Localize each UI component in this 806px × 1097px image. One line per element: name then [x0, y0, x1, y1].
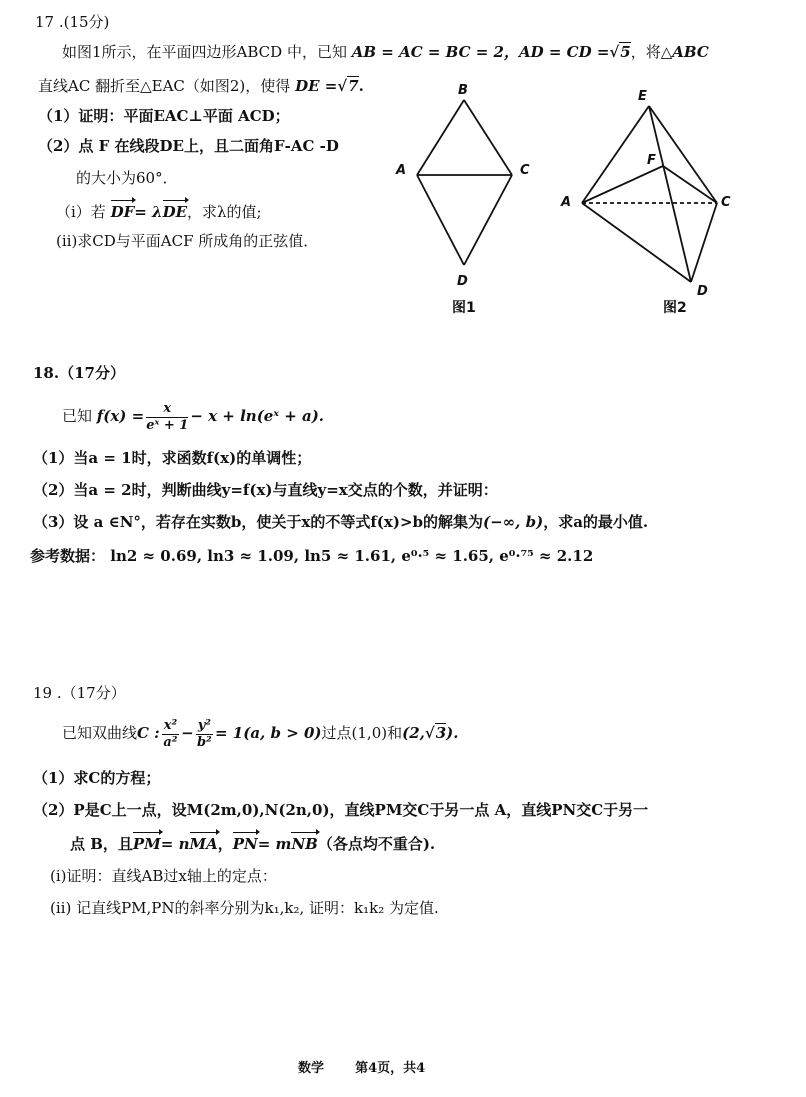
q19-minus: −: [181, 724, 194, 742]
q19-header: 19 .（17分）: [33, 684, 126, 702]
q17-intro-b: ，将: [630, 43, 661, 61]
q18-function: [62, 398, 324, 434]
figure-1: [390, 78, 540, 318]
q19-hyperbola: 已知双曲线C : $\frac{\text{x²}}{\text{a²}}$ − $\frac{\text{y²}}{\text{b²}}$ = 1(a, b > 0)过点(1,0)和(2,√3).: [62, 717, 459, 750]
q19-part2: （2）P是C上一点，设M(2m,0),N(2n,0)，直线PM交C于另一点 A，直线PN交C于另一: [33, 801, 649, 819]
q19-eq-m: = m: [257, 835, 292, 853]
q19-part2-i: (ⅰ)证明：直线AB过x轴上的定点：: [50, 867, 277, 885]
q19-part2-cont: [70, 834, 435, 854]
q17-part2-i: [56, 202, 262, 222]
q19-point2-end: ).: [446, 724, 459, 742]
q19-c-lhs: C :: [137, 724, 160, 742]
q18-reference: [30, 546, 593, 566]
q19-eq-n: = n: [160, 835, 190, 853]
q18-part1: （1）当a = 1时，求函数f(x)的单调性；: [33, 449, 312, 467]
q17-fold-text: 直线AC 翻折至△EAC（如图2)，使得: [38, 77, 291, 95]
q19-c-rhs: = 1(a, b > 0): [215, 724, 322, 742]
q17-part2: （2）点 F 在线段DE上，且二面角F‑AC ‑D: [38, 137, 339, 155]
q19-point2: (2,: [402, 724, 425, 742]
fig2-label-e: E: [638, 89, 647, 104]
q18-given: 已知: [62, 407, 93, 425]
q18-part2: （2）当a = 2时，判断曲线y=f(x)与直线y=x交点的个数，并证明：: [33, 481, 498, 499]
q17-part2-ii: (ⅱ)求CD与平面ACF 所成角的正弦值．: [56, 232, 319, 250]
q18-ref-data: ln2 ≈ 0.69, ln3 ≈ 1.09, ln5 ≈ 1.61, e⁰·⁵ ≈ 1.65, e⁰·⁷⁵ ≈ 2.12: [110, 547, 594, 565]
q17-header: 17 .(15分): [35, 13, 110, 31]
q19-part2-ii: (ⅱ) 记直线PM,PN的斜率分别为k₁,k₂, 证明：k₁k₂ 为定值.: [50, 899, 439, 917]
q17-sqrt5: 5: [620, 43, 631, 61]
q18-f-den: eˣ + 1: [146, 417, 189, 433]
q19-y-num: y²: [197, 717, 211, 733]
footer-page: 第4页，共4: [355, 1061, 426, 1076]
figure-2: [555, 82, 745, 322]
q19-vec-nb: NB: [291, 835, 318, 853]
q17-part2-i-ask: ，求λ的值;: [187, 203, 262, 221]
q19-y-den: b²: [196, 734, 212, 750]
fig1-label-b: B: [458, 83, 468, 98]
q18-header: 18.（17分）: [33, 364, 125, 382]
fig2-caption: 图2: [663, 300, 687, 316]
q18-part3: [33, 512, 648, 532]
q17-vec-df: DF: [110, 203, 135, 221]
fig1-label-c: C: [520, 163, 530, 178]
fig2-label-a: A: [561, 195, 572, 210]
fig1-label-d: D: [457, 274, 468, 289]
q17-intro: 如图1所示，在平面四边形ABCD 中，已知 AB = AC = BC = 2，AD = CD =√5，将△ABC: [62, 43, 709, 61]
q17-part2-i-label: （ⅰ）若: [56, 203, 106, 221]
fig1-label-a: A: [396, 163, 407, 178]
footer-subject: 数学: [298, 1061, 325, 1076]
q18-f-num: x: [146, 401, 188, 418]
q19-pass: 过点(1,0)和: [321, 724, 403, 742]
q17-part1: （1）证明：平面EAC⊥平面 ACD；: [38, 107, 290, 125]
q19-x-num: x²: [163, 717, 178, 733]
q19-given: 已知双曲线: [62, 724, 138, 742]
q19-vec-pn: PN: [232, 835, 258, 853]
edge-cd: [464, 175, 512, 265]
edge-ad: [417, 175, 464, 265]
fig2-label-d: D: [697, 284, 708, 299]
q17-triangle: △ABC: [660, 43, 709, 61]
q18-part3-text: （3）设 a ∈N°，若存在实数b，使关于x的不等式f(x)>b的解集为: [33, 513, 483, 531]
q17-part2-cont: 的大小为60°．: [76, 169, 178, 187]
q18-f-rhs: − x + ln(eˣ + a).: [190, 407, 325, 425]
q17-lengths: AB = AC = BC = 2，AD = CD =: [351, 43, 610, 61]
q19-comma: ，: [217, 835, 233, 853]
edge-ec: [649, 106, 717, 203]
q19-vec-pm: PM: [132, 835, 161, 853]
edge-cd: [691, 203, 717, 282]
fig1-caption: 图1: [452, 300, 476, 316]
q17-intro-text: 如图1所示，在平面四边形ABCD 中，已知: [62, 43, 347, 61]
fig2-label-f: F: [647, 153, 656, 168]
q19-part1: （1）求C的方程；: [33, 769, 161, 787]
q18-f-lhs: f(x) =: [96, 407, 145, 425]
q17-vec-de: DE: [162, 203, 188, 221]
edge-bc: [464, 100, 512, 175]
q19-sqrt3: 3: [435, 724, 447, 742]
q19-x-den: a²: [163, 734, 178, 750]
q17-lambda-eq: = λ: [134, 203, 163, 221]
q18-part3-ask: ，求a的最小值.: [543, 513, 649, 531]
q17-fold: 直线AC 翻折至△EAC（如图2)，使得 DE =√7.: [38, 77, 364, 95]
q19-part2-cont-b: （各点均不重合).: [317, 835, 436, 853]
q19-vec-ma: MA: [189, 835, 218, 853]
q18-ref-label: 参考数据：: [30, 547, 106, 565]
page-footer: [298, 1057, 425, 1076]
q17-period: .: [358, 77, 364, 95]
q18-interval: (−∞, b): [483, 513, 544, 531]
edge-ab: [417, 100, 464, 175]
q17-sqrt7: 7: [348, 77, 359, 95]
fig2-label-c: C: [721, 195, 731, 210]
q17-de: DE =: [295, 77, 338, 95]
q19-part2-cont-a: 点 B，且: [70, 835, 133, 853]
